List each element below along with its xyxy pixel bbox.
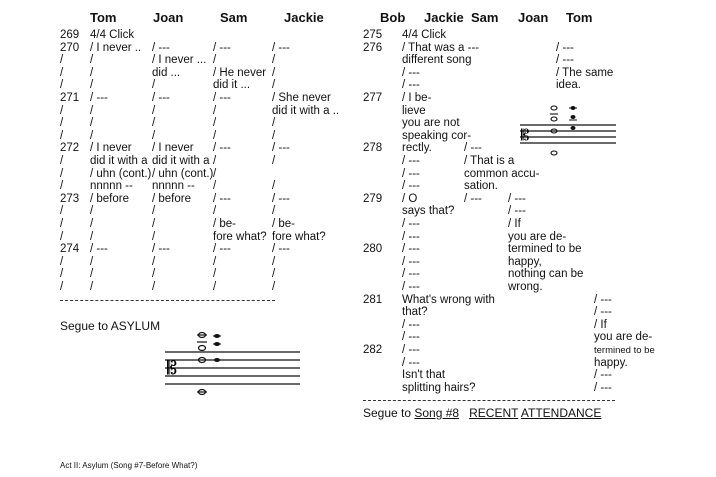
- cue-a: / ---: [402, 268, 420, 281]
- cue-e: / ---: [594, 293, 612, 306]
- cue-joan: /: [152, 104, 156, 117]
- segue-left: Segue to ASYLUM: [60, 319, 161, 333]
- measure-number: 277: [363, 92, 383, 104]
- cue-tom: /: [90, 268, 94, 281]
- cue-a: / ---: [402, 79, 420, 92]
- cue-a: lieve: [402, 104, 426, 117]
- cue-joan: / ---: [152, 243, 170, 256]
- cue-jackie: /: [272, 155, 276, 167]
- measure-number: 272: [60, 142, 80, 155]
- cue-e: / ---: [594, 306, 612, 319]
- header-jackie-right: Jackie: [424, 10, 464, 25]
- cue-sam: fore what?: [213, 230, 267, 243]
- cue-joan: / ---: [152, 41, 170, 54]
- cue-sam: / ---: [213, 92, 231, 104]
- song-title-1: RECENT: [469, 406, 519, 420]
- measure-number: 275: [363, 29, 383, 41]
- cue-joan: /: [152, 205, 156, 218]
- header-bob: Bob: [380, 10, 406, 25]
- cue-b: / That is a: [464, 155, 515, 167]
- cue-a: rectly.: [402, 142, 432, 155]
- page-footer: Act II: Asylum (Song #7-Before What?): [60, 461, 198, 470]
- cue-c: termined to be: [508, 243, 582, 256]
- cue-a: Isn't that: [402, 369, 446, 382]
- cue-c: / ---: [508, 205, 526, 218]
- cue-a: / ---: [402, 167, 420, 180]
- cue-c: / ---: [508, 192, 526, 205]
- header-joan: Joan: [153, 10, 184, 25]
- cue-jackie: / ---: [272, 142, 290, 155]
- cue-e: / If: [594, 318, 607, 331]
- cue-jackie: /: [272, 255, 276, 268]
- measure-number: 270: [60, 41, 80, 54]
- measure-number: /: [60, 180, 64, 193]
- cue-joan: /: [152, 218, 156, 230]
- cue-e: / ---: [594, 381, 612, 394]
- cue-joan: /: [152, 230, 156, 243]
- cue-jackie: / ---: [272, 192, 290, 205]
- cue-e: / ---: [594, 369, 612, 382]
- measure-number: 271: [60, 92, 80, 104]
- header-joan-right: Joan: [518, 10, 549, 25]
- cue-tom: /: [90, 117, 94, 130]
- cue-jackie: /: [272, 281, 276, 293]
- cue-a: / ---: [402, 66, 420, 79]
- cue-jackie: / ---: [272, 41, 290, 54]
- cue-a: / I be-: [402, 92, 432, 104]
- cue-tom: /: [90, 79, 94, 92]
- cue-joan: did it with a: [152, 155, 210, 167]
- cue-tom: /: [90, 129, 94, 142]
- cue-c: nothing can be: [508, 268, 584, 281]
- cue-c: you are de-: [508, 230, 567, 243]
- measure-number: /: [60, 281, 64, 293]
- cue-sam: /: [213, 205, 217, 218]
- measure-number: /: [60, 79, 64, 92]
- cue-sam: did it ...: [213, 79, 251, 92]
- cue-b: / ---: [464, 192, 482, 205]
- measure-number: 282: [363, 344, 383, 356]
- cue-sam: / ---: [213, 142, 231, 155]
- cue-sam: / He never: [213, 66, 267, 79]
- cue-a: / ---: [402, 331, 420, 344]
- cue-a: / ---: [402, 230, 420, 243]
- divider: [363, 400, 615, 401]
- cue-a: speaking cor-: [402, 129, 472, 142]
- cue-jackie: /: [272, 54, 276, 67]
- measure-number: 280: [363, 243, 383, 256]
- cue-e: you are de-: [594, 331, 653, 344]
- cue-jackie: / She never: [272, 92, 331, 104]
- song-title-2: ATTENDANCE: [520, 406, 602, 420]
- cue-tom: did it with a: [90, 155, 148, 167]
- cue-tom: /: [90, 230, 94, 243]
- measure-number: /: [60, 155, 64, 167]
- cue-a: / ---: [402, 318, 420, 331]
- cue-tom: / I never ..: [90, 41, 142, 54]
- cue-sam: /: [213, 117, 217, 130]
- cue-tom: /: [90, 218, 94, 230]
- cue-sam: /: [213, 104, 217, 117]
- measure-number: /: [60, 129, 64, 142]
- svg-text:𝄡: 𝄡: [521, 126, 530, 144]
- cue-b: / ---: [464, 142, 482, 155]
- cue-sam: /: [213, 155, 217, 167]
- measure-number: 276: [363, 41, 383, 54]
- cue-a: / ---: [402, 180, 420, 193]
- cue-sam: /: [213, 255, 217, 268]
- header-sam-right: Sam: [471, 10, 499, 25]
- cue-d: / ---: [556, 41, 574, 54]
- cue-a: 4/4 Click: [402, 29, 447, 41]
- cue-a: / ---: [402, 344, 420, 356]
- cue-a: / O: [402, 192, 418, 205]
- cue-jackie: did it with a ..: [272, 104, 340, 117]
- cue-a: What's wrong with: [402, 293, 495, 306]
- cue-a: / ---: [402, 243, 420, 256]
- cue-sam: / ---: [213, 192, 231, 205]
- cue-a: / ---: [402, 218, 420, 230]
- cue-a: / ---: [402, 281, 420, 293]
- cue-joan: / ---: [152, 92, 170, 104]
- measure-number: 269: [60, 29, 80, 41]
- cue-a: / ---: [402, 255, 420, 268]
- cue-sam: /: [213, 268, 217, 281]
- cue-joan: /: [152, 268, 156, 281]
- cue-jackie: /: [272, 66, 276, 79]
- cue-e: happy.: [594, 356, 628, 369]
- cue-joan: /: [152, 79, 156, 92]
- cue-sam: / ---: [213, 41, 231, 54]
- cue-jackie: / be-: [272, 218, 296, 230]
- measure-number: 281: [363, 293, 383, 306]
- measure-number: 273: [60, 192, 80, 205]
- cue-sam: /: [213, 281, 217, 293]
- header-tom: Tom: [90, 10, 117, 25]
- cue-joan: / I never ...: [152, 54, 207, 67]
- cue-jackie: /: [272, 180, 276, 193]
- cue-e: termined to be: [594, 345, 655, 356]
- song-link: Song #8: [414, 406, 460, 420]
- cue-joan: /: [152, 281, 156, 293]
- cue-tom: /: [90, 205, 94, 218]
- cue-sam: /: [213, 180, 217, 193]
- cue-joan: / uhn (cont.): [152, 167, 214, 180]
- cue-joan: / I never: [152, 142, 194, 155]
- cue-jackie: /: [272, 79, 276, 92]
- cue-sam: /: [213, 167, 217, 180]
- divider: [60, 300, 275, 301]
- measure-number: /: [60, 268, 64, 281]
- measure-number: 278: [363, 142, 383, 155]
- cue-tom: /: [90, 54, 94, 67]
- cue-joan: nnnnn --: [152, 180, 195, 193]
- header-sam: Sam: [220, 10, 248, 25]
- cue-a: / That was a ---: [402, 41, 480, 54]
- header-tom-right: Tom: [566, 10, 593, 25]
- cue-sam: /: [213, 129, 217, 142]
- measure-number: /: [60, 167, 64, 180]
- cue-joan: / before: [152, 192, 191, 205]
- measure-number: /: [60, 117, 64, 130]
- cue-tom: /: [90, 104, 94, 117]
- cue-d: / The same: [556, 66, 614, 79]
- cue-jackie: /: [272, 129, 276, 142]
- cue-jackie: /: [272, 117, 276, 130]
- measure-number: /: [60, 218, 64, 230]
- cue-tom: /: [90, 66, 94, 79]
- cue-joan: /: [152, 129, 156, 142]
- segue-prefix: Segue to: [363, 406, 415, 420]
- cue-a: different song: [402, 54, 472, 67]
- svg-text:𝄡: 𝄡: [167, 358, 178, 379]
- cue-tom: /: [90, 281, 94, 293]
- cue-sam: / ---: [213, 243, 231, 256]
- measure-number: /: [60, 205, 64, 218]
- cue-a: you are not: [402, 117, 460, 130]
- cue-tom: / ---: [90, 92, 108, 104]
- measure-number: /: [60, 255, 64, 268]
- cue-sam: /: [213, 54, 217, 67]
- measure-number: 279: [363, 192, 383, 205]
- cue-tom: / uhn (cont.): [90, 167, 152, 180]
- cue-a: / ---: [402, 356, 420, 369]
- measure-number: /: [60, 230, 64, 243]
- cue-sam: / be-: [213, 218, 237, 230]
- header-jackie: Jackie: [284, 10, 324, 25]
- cue-tom: /: [90, 255, 94, 268]
- segue-right: [363, 406, 601, 420]
- cue-joan: /: [152, 117, 156, 130]
- cue-a: that?: [402, 306, 428, 319]
- cue-tom: / ---: [90, 243, 108, 256]
- measure-number: 274: [60, 243, 80, 256]
- cue-jackie: /: [272, 205, 276, 218]
- cue-c: wrong.: [508, 281, 543, 293]
- measure-number: /: [60, 54, 64, 67]
- measure-number: /: [60, 66, 64, 79]
- cue-b: sation.: [464, 180, 498, 193]
- cue-d: / ---: [556, 54, 574, 67]
- cue-joan: did ...: [152, 66, 181, 79]
- cue-d: idea.: [556, 79, 581, 92]
- cue-a: / ---: [402, 155, 420, 167]
- cue-jackie: / ---: [272, 243, 290, 256]
- cue-b: common accu-: [464, 167, 540, 180]
- cue-c: / If: [508, 218, 521, 230]
- cue-jackie: /: [272, 268, 276, 281]
- cue-a: says that?: [402, 205, 455, 218]
- cue-tom: / before: [90, 192, 129, 205]
- measure-number: /: [60, 104, 64, 117]
- cue-joan: /: [152, 255, 156, 268]
- cue-c: happy,: [508, 255, 542, 268]
- cue-tom: nnnnn --: [90, 180, 133, 193]
- cue-tom: 4/4 Click: [90, 29, 135, 41]
- cue-a: splitting hairs?: [402, 381, 476, 394]
- music-staff-left-icon: [165, 330, 305, 400]
- cue-tom: / I never: [90, 142, 132, 155]
- music-staff-right-icon: [520, 100, 620, 165]
- cue-jackie: fore what?: [272, 230, 326, 243]
